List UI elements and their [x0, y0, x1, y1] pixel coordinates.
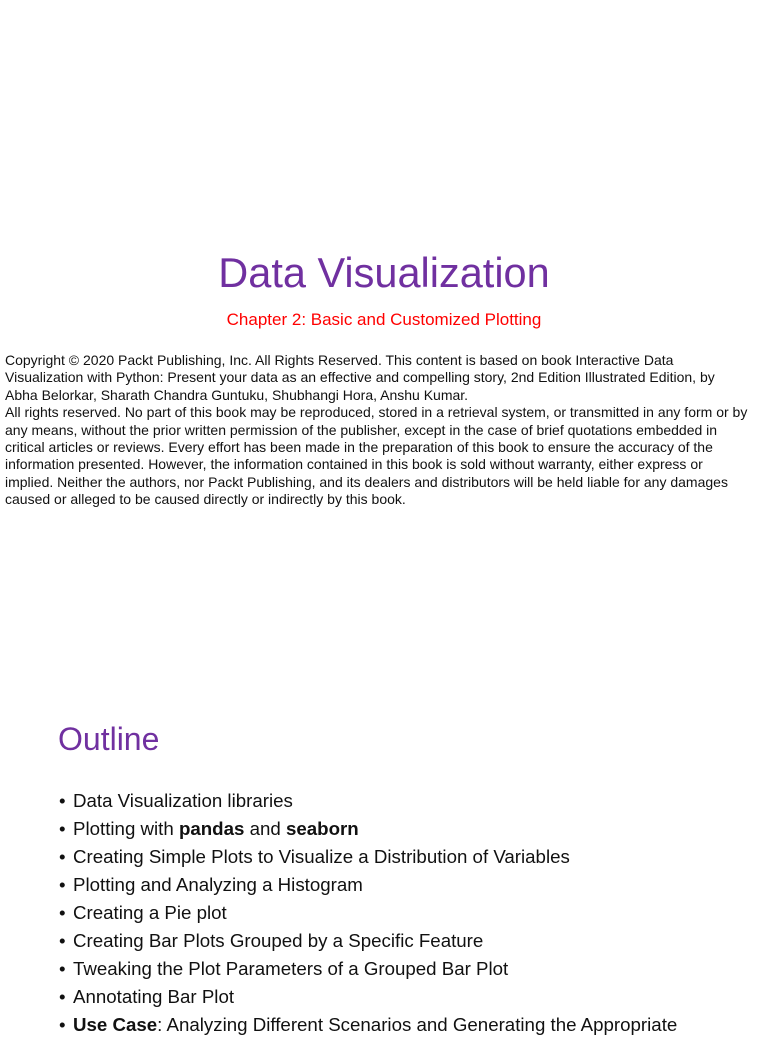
outline-item: [59, 1011, 759, 1035]
outline-item: [59, 955, 759, 983]
outline-item-text: Data Visualization libraries: [73, 790, 293, 811]
outline-item-text: Creating Simple Plots to Visualize a Distribution of Variables: [73, 846, 570, 867]
copyright-line: critical articles or reviews. Every effort has been made in the preparation of this book to ensure the accuracy of the: [5, 439, 713, 456]
bullet-marker: •: [59, 902, 66, 923]
outline-item-text: : Analyzing Different Scenarios and Generating the Appropriate: [157, 1014, 678, 1035]
copyright-line: implied. Neither the authors, nor Packt Publishing, and its dealers and distributors will be held liable for any damages: [5, 473, 728, 490]
copyright-line: any means, without the prior written permission of the publisher, except in the case of brief quotations embedded in: [5, 421, 718, 438]
outline-item: [59, 983, 759, 1011]
outline-item-text: Creating a Pie plot: [73, 902, 227, 923]
outline-item: [59, 843, 759, 871]
copyright-line: All rights reserved. No part of this book may be reproduced, stored in a retrieval system, or transmitted in any form or by: [5, 404, 748, 421]
outline-slide: [0, 576, 768, 1035]
copyright-notice: [5, 352, 765, 509]
outline-item: [59, 787, 759, 815]
outline-item-text: Plotting with: [73, 818, 179, 839]
outline-item-emphasis: seaborn: [285, 818, 359, 839]
bullet-marker: •: [59, 930, 66, 951]
outline-item-text: Tweaking the Plot Parameters of a Grouped Bar Plot: [73, 958, 509, 979]
outline-item: [59, 871, 759, 899]
copyright-line: caused or alleged to be caused directly or indirectly by this book.: [5, 491, 406, 508]
bullet-marker: •: [59, 986, 66, 1007]
outline-item-text: Annotating Bar Plot: [73, 986, 235, 1007]
outline-item-text: and: [244, 818, 286, 839]
bullet-marker: •: [59, 818, 66, 839]
copyright-line: Visualization with Python: Present your data as an effective and compelling story, 2nd Edition Illustrated Edition, by: [5, 369, 715, 386]
bullet-marker: •: [59, 790, 66, 811]
outline-item-text: Creating Bar Plots Grouped by a Specific Feature: [73, 930, 484, 951]
outline-title: Outline: [58, 721, 160, 757]
copyright-line: Copyright © 2020 Packt Publishing, Inc. All Rights Reserved. This content is based on book Interactive Data: [5, 352, 674, 368]
bullet-marker: •: [59, 846, 66, 867]
outline-item-emphasis: Use Case: [73, 1014, 158, 1035]
outline-item-text: Plotting and Analyzing a Histogram: [73, 874, 363, 895]
bullet-marker: •: [59, 958, 66, 979]
outline-item: [59, 815, 759, 843]
copyright-line: Abha Belorkar, Sharath Chandra Guntuku, Shubhangi Hora, Anshu Kumar.: [5, 386, 469, 403]
outline-item-emphasis: pandas: [178, 818, 245, 839]
outline-item: [59, 927, 759, 955]
copyright-line: information presented. However, the information contained in this book is sold without warranty, either express or: [5, 456, 703, 473]
bullet-marker: •: [59, 874, 66, 895]
slide-title: Data Visualization: [218, 249, 550, 296]
outline-item: [59, 899, 759, 927]
bullet-marker: •: [59, 1014, 66, 1035]
slide-subtitle: Chapter 2: Basic and Customized Plotting: [226, 310, 542, 329]
outline-list: [59, 787, 759, 1035]
